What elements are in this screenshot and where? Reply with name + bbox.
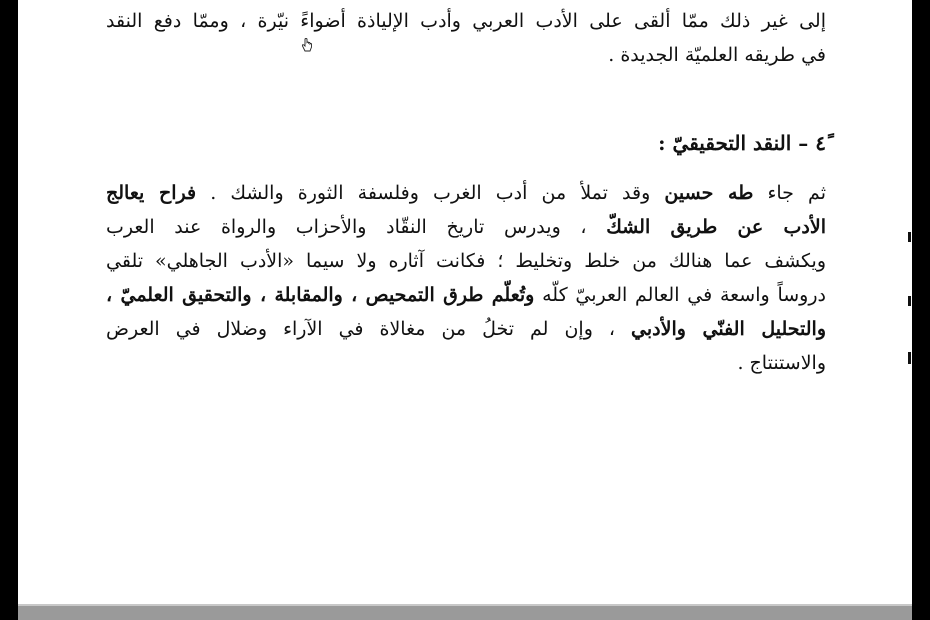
text-segment: دروساً واسعة في العالم العربيّ كلّه bbox=[534, 284, 826, 306]
top-paragraph-line-2: في طريقه العلميّة الجديدة . bbox=[608, 44, 826, 66]
margin-mark bbox=[908, 296, 911, 306]
horizontal-scrollbar[interactable] bbox=[18, 604, 912, 620]
top-paragraph-line-1: إلى غير ذلك ممّا ألقى على الأدب العربي وأدب الإلياذة أضواءً نيّرة ، وممّا دفع النقد bbox=[106, 10, 826, 32]
main-paragraph-line bbox=[106, 176, 826, 210]
hand-cursor-icon bbox=[301, 38, 313, 54]
text-segment: والاستنتاج . bbox=[737, 352, 826, 374]
text-segment: ، ويدرس تاريخ النقّاد والأحزاب والرواة عند العرب bbox=[106, 216, 607, 238]
main-paragraph-line bbox=[106, 210, 826, 244]
text-segment: ثم جاء bbox=[753, 182, 826, 204]
main-paragraph-line bbox=[106, 346, 826, 380]
bold-text-segment: والتحليل الفنّي والأدبي bbox=[631, 318, 826, 340]
scrollbar-edge bbox=[18, 604, 912, 606]
bold-text-segment: الأدب عن طريق الشكّ bbox=[606, 216, 826, 238]
main-paragraph-line bbox=[106, 244, 826, 278]
main-paragraph-line bbox=[106, 278, 826, 312]
section-heading: ٤ً – النقد التحقيقيّ : bbox=[658, 131, 826, 155]
text-segment: ، وإن لم تخلُ من مغالاة في الآراء وضلال في العرض bbox=[106, 318, 632, 340]
bold-text-segment: فراح يعالج bbox=[106, 182, 197, 204]
main-paragraph-line bbox=[106, 312, 826, 346]
text-segment: ويكشف عما هنالك من خلط وتخليط ؛ فكانت آثاره ولا سيما «الأدب الجاهلي» تلقي bbox=[106, 250, 826, 272]
document-page bbox=[18, 0, 912, 604]
bold-text-segment: وتُعلّم طرق التمحيص ، والمقابلة ، والتحقيق العلميّ ، bbox=[106, 284, 535, 306]
margin-mark bbox=[908, 352, 911, 364]
text-segment: وقد تملأ من أدب الغرب وفلسفة الثورة والشك . bbox=[196, 182, 665, 204]
bold-text-segment: طه حسين bbox=[664, 182, 754, 204]
top-paragraph bbox=[106, 4, 826, 72]
margin-mark bbox=[908, 232, 911, 242]
main-paragraph bbox=[106, 176, 826, 380]
